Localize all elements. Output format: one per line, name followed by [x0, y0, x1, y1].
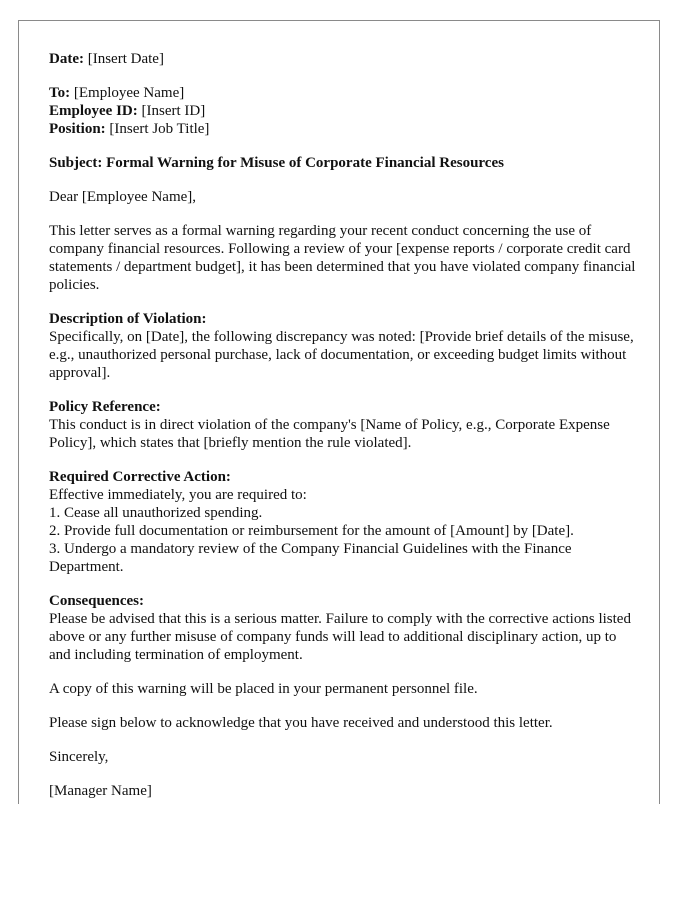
position-label: Position:: [49, 121, 106, 137]
consequences-text: Please be advised that this is a serious matter. Failure to comply with the corrective actions listed above or any further misuse of company funds will lead to additional disciplinary action, up to and including termination of employment.: [49, 611, 631, 663]
letter-body: [49, 50, 639, 816]
policy-section: [49, 398, 639, 452]
to-label: To:: [49, 85, 71, 101]
closing: Sincerely,: [49, 749, 109, 765]
employee-id-label: Employee ID:: [49, 103, 138, 119]
corrective-item-1: 1. Cease all unauthorized spending.: [49, 505, 263, 521]
sign-request: Please sign below to acknowledge that you have received and understood this letter.: [49, 715, 553, 731]
copy-notice: A copy of this warning will be placed in your permanent personnel file.: [49, 681, 478, 697]
corrective-section: [49, 468, 639, 576]
corrective-item-2: 2. Provide full documentation or reimbursement for the amount of [Amount] by [Date].: [49, 523, 574, 539]
position-value: [Insert Job Title]: [105, 121, 210, 137]
violation-heading: Description of Violation:: [49, 311, 207, 327]
corrective-lead: Effective immediately, you are required to:: [49, 487, 307, 503]
violation-section: [49, 310, 639, 382]
position-line: [49, 120, 639, 138]
employee-id-value: [Insert ID]: [137, 103, 206, 119]
corrective-item-3: 3. Undergo a mandatory review of the Company Financial Guidelines with the Finance Department.: [49, 541, 572, 575]
consequences-section: [49, 592, 639, 664]
letter-page: [18, 20, 660, 804]
subject-text: Subject: Formal Warning for Misuse of Corporate Financial Resources: [49, 155, 504, 171]
salutation: Dear [Employee Name],: [49, 189, 197, 205]
policy-heading: Policy Reference:: [49, 399, 161, 415]
to-value: [Employee Name]: [70, 85, 185, 101]
date-value: [Insert Date]: [83, 51, 164, 67]
signature-name: [Manager Name]: [49, 783, 152, 799]
consequences-heading: Consequences:: [49, 593, 145, 609]
violation-text: Specifically, on [Date], the following discrepancy was noted: [Provide brief details of the misuse, e.g., unauthorized personal purchase, lack of documentation, or exceeding budget limits without approval].: [49, 329, 634, 381]
intro-paragraph: This letter serves as a formal warning regarding your recent conduct concerning the use of company financial resources. Following a review of your [expense reports / corporate credit card statements / department budget], it has been determined that you have violated company financial policies.: [49, 223, 636, 293]
to-line: [49, 84, 639, 102]
employee-id-line: [49, 102, 639, 120]
policy-text: This conduct is in direct violation of the company's [Name of Policy, e.g., Corporate Expense Policy], which states that [briefly mention the rule violated].: [49, 417, 610, 451]
date-line: [49, 50, 639, 68]
subject-line: [49, 154, 639, 172]
recipient-block: [49, 84, 639, 138]
date-label: Date:: [49, 51, 84, 67]
corrective-heading: Required Corrective Action:: [49, 469, 231, 485]
